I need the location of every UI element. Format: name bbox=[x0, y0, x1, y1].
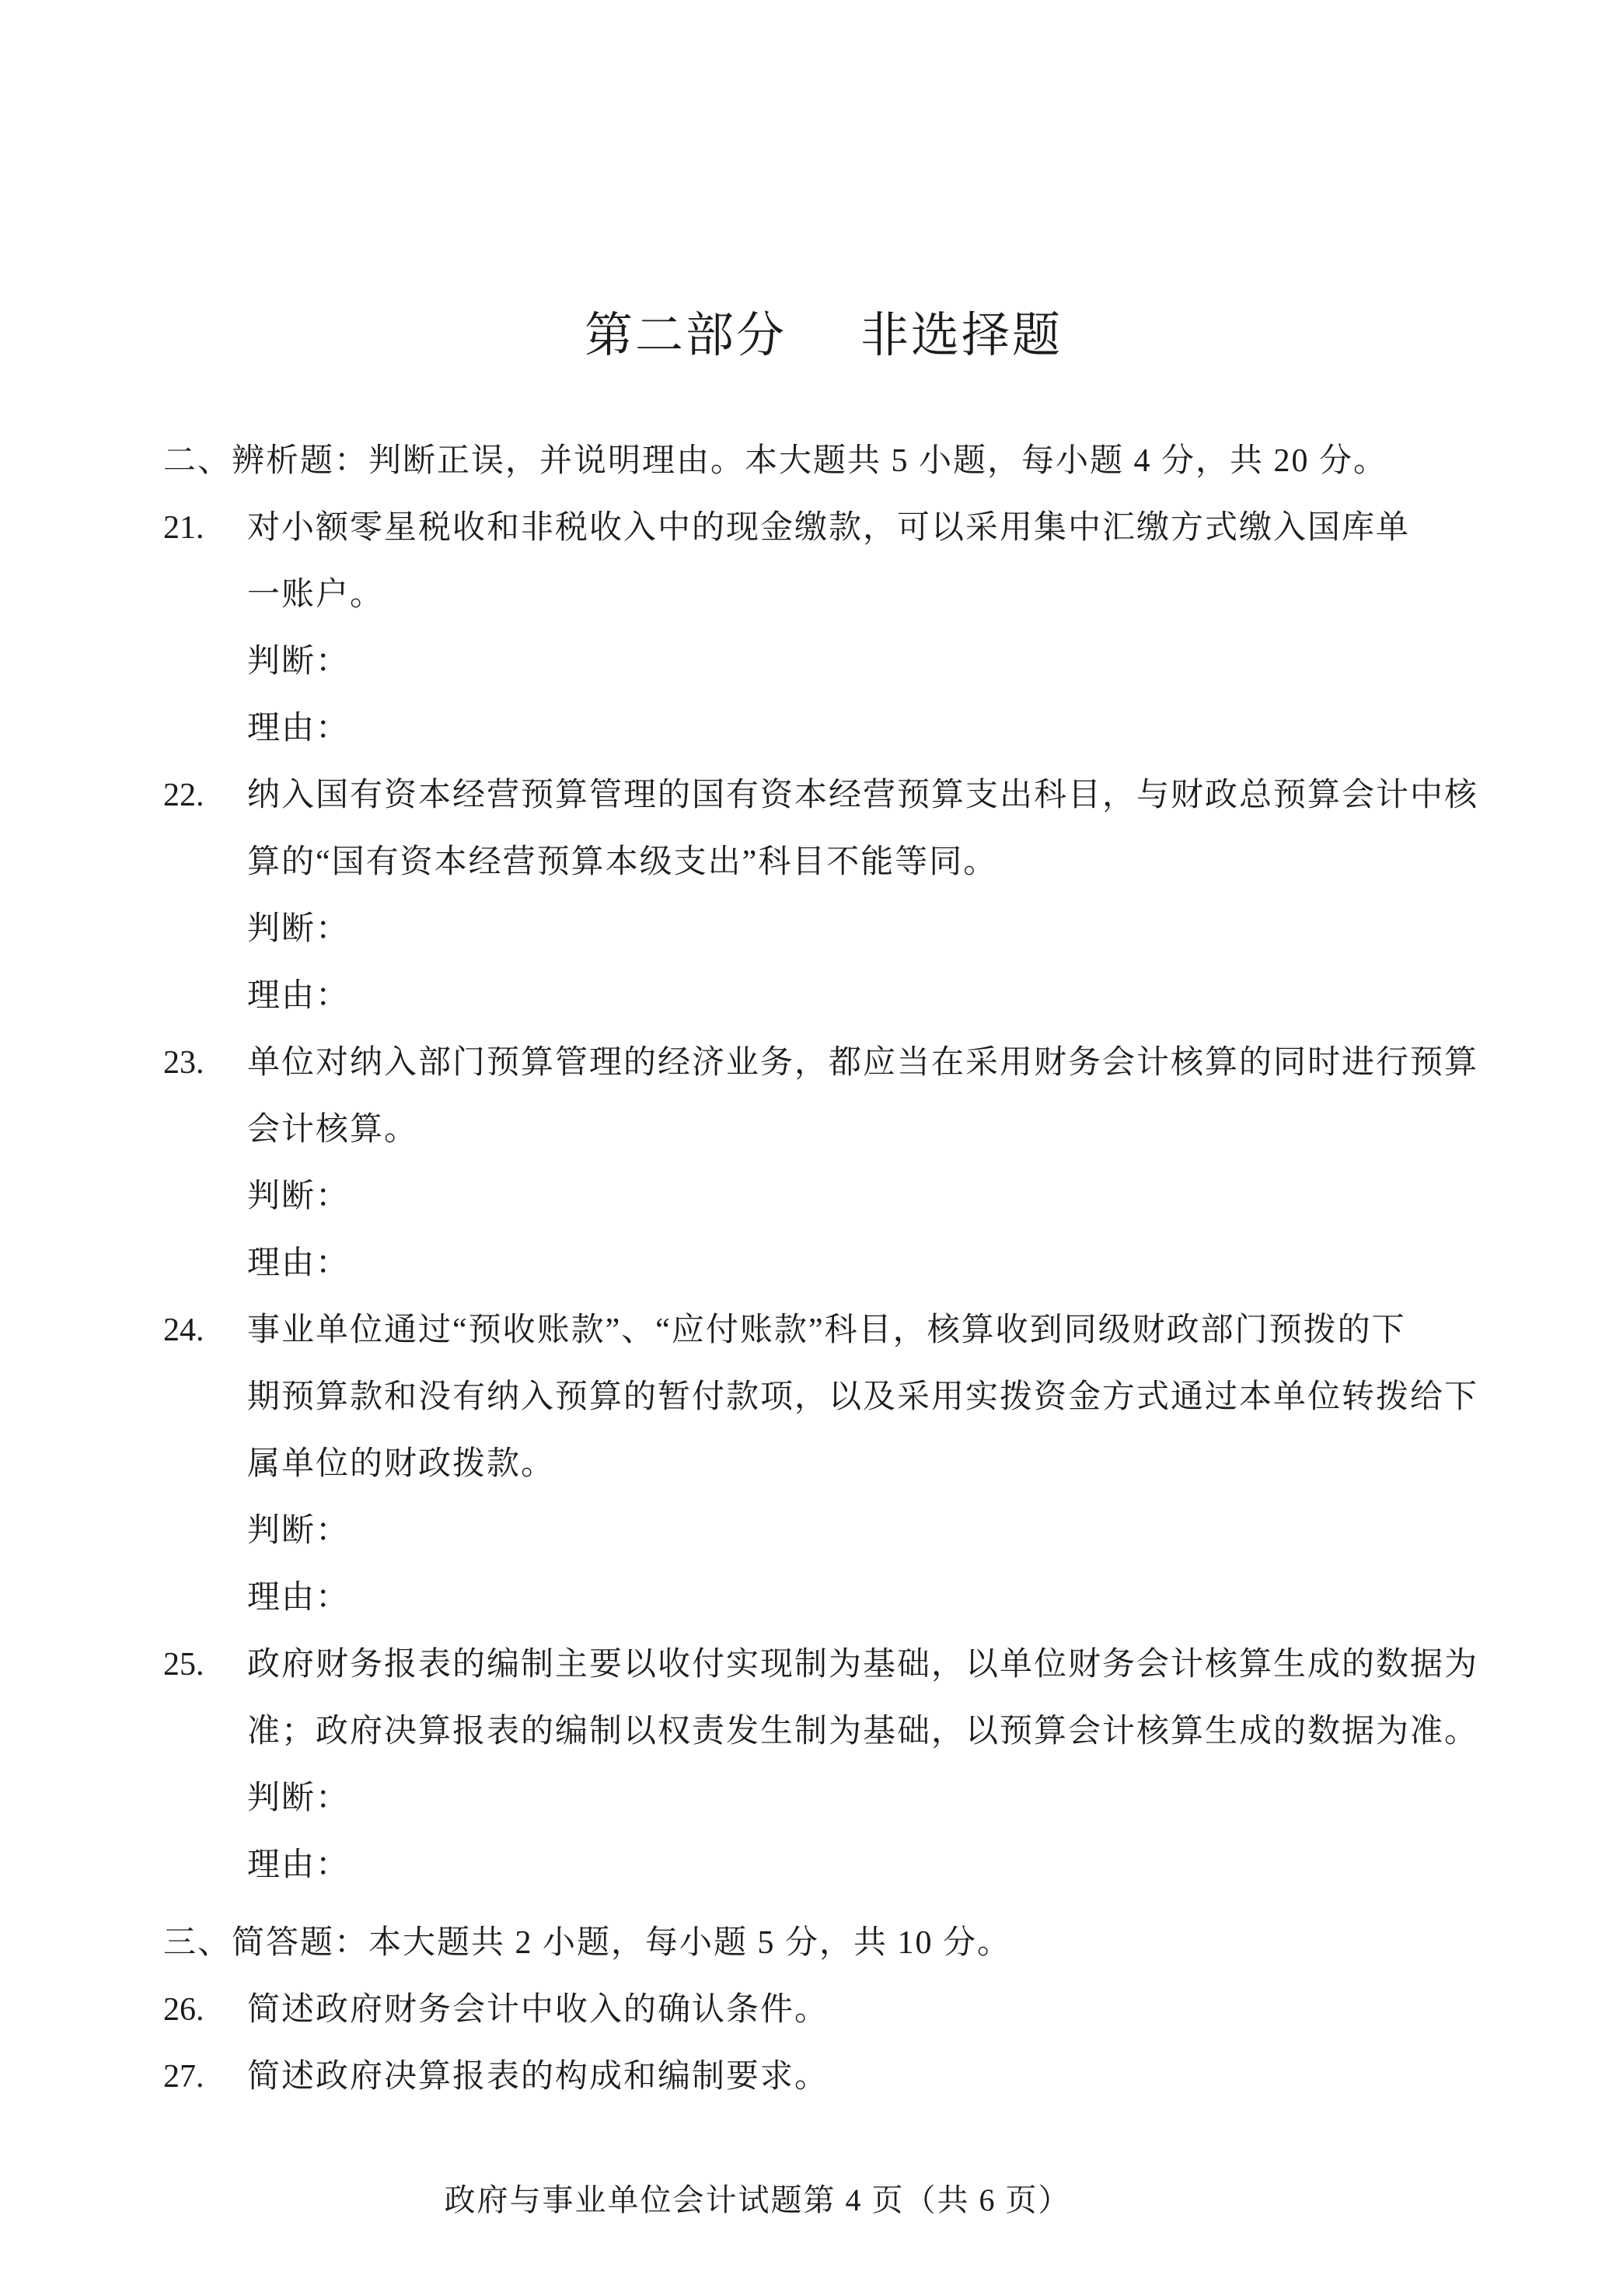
section-2-heading bbox=[163, 428, 1484, 494]
question-22-line-1 bbox=[163, 762, 1484, 829]
question-24-number: 24. bbox=[163, 1312, 204, 1348]
question-24 bbox=[163, 1297, 1484, 1631]
section-3-marker: 三、 bbox=[163, 1925, 232, 1961]
question-24-line-2: 期预算款和没有纳入预算的暂付款项，以及采用实拨资金方式通过本单位转拨给下 bbox=[247, 1379, 1479, 1415]
question-25-judge-label: 判断： bbox=[247, 1781, 351, 1816]
question-24-judge-label: 判断： bbox=[247, 1513, 351, 1549]
question-23-line-1 bbox=[163, 1029, 1484, 1096]
question-25-line-1 bbox=[163, 1631, 1484, 1698]
question-24-line-3: 属单位的财政拨款。 bbox=[247, 1446, 556, 1482]
question-27 bbox=[163, 2043, 1484, 2110]
question-21 bbox=[163, 494, 1484, 762]
question-25 bbox=[163, 1631, 1484, 1899]
question-23-reason-label: 理由： bbox=[247, 1246, 351, 1281]
question-21-text: 对小额零星税收和非税收入中的现金缴款，可以采用集中汇缴方式缴入国库单 bbox=[247, 510, 1411, 546]
section-3-heading-text: 简答题：本大题共 2 小题，每小题 5 分，共 10 分。 bbox=[232, 1925, 1012, 1961]
question-26-number: 26. bbox=[163, 1992, 204, 2028]
question-23-number: 23. bbox=[163, 1045, 204, 1081]
page-footer: 政府与事业单位会计试题第 4 页（共 6 页） bbox=[444, 2182, 1071, 2217]
question-25-reason-label: 理由： bbox=[247, 1847, 351, 1883]
question-26 bbox=[163, 1976, 1484, 2043]
question-22-line-2: 算的“国有资本经营预算本级支出”科目不能等同。 bbox=[247, 844, 998, 880]
page-title-part2: 非选择题 bbox=[860, 309, 1063, 362]
question-22-reason-label: 理由： bbox=[247, 978, 351, 1014]
question-26-text: 简述政府财务会计中收入的确认条件。 bbox=[247, 1992, 829, 2028]
question-22-judge-label: 判断： bbox=[247, 911, 351, 947]
question-23-text: 单位对纳入部门预算管理的经济业务，都应当在采用财务会计核算的同时进行预算 bbox=[247, 1045, 1479, 1081]
question-27-line-1 bbox=[163, 2043, 1484, 2110]
question-27-number: 27. bbox=[163, 2059, 204, 2095]
question-25-text: 政府财务报表的编制主要以收付实现制为基础，以单位财务会计核算生成的数据为 bbox=[247, 1647, 1479, 1683]
question-23-judge-label: 判断： bbox=[247, 1179, 351, 1214]
question-21-reason-label: 理由： bbox=[247, 711, 351, 746]
question-22-text: 纳入国有资本经营预算管理的国有资本经营预算支出科目，与财政总预算会计中核 bbox=[247, 778, 1479, 813]
question-21-line-2: 一账户。 bbox=[247, 577, 385, 613]
question-23-line-2: 会计核算。 bbox=[247, 1112, 419, 1148]
page-title-part1: 第二部分 bbox=[584, 309, 787, 362]
question-27-text: 简述政府决算报表的构成和编制要求。 bbox=[247, 2059, 829, 2095]
section-2-heading-text: 辨析题：判断正误，并说明理由。本大题共 5 小题，每小题 4 分，共 20 分。 bbox=[232, 443, 1388, 479]
question-24-reason-label: 理由： bbox=[247, 1580, 351, 1616]
question-24-text: 事业单位通过“预收账款”、“应付账款”科目，核算收到同级财政部门预拨的下 bbox=[247, 1312, 1406, 1348]
page-title bbox=[163, 308, 1484, 364]
question-21-number: 21. bbox=[163, 510, 204, 546]
question-22 bbox=[163, 762, 1484, 1029]
question-21-line-1 bbox=[163, 494, 1484, 561]
question-24-line-1 bbox=[163, 1297, 1484, 1364]
section-3-heading bbox=[163, 1910, 1484, 1976]
question-26-line-1 bbox=[163, 1976, 1484, 2043]
question-21-judge-label: 判断： bbox=[247, 644, 351, 680]
question-22-number: 22. bbox=[163, 778, 204, 813]
section-2-marker: 二、 bbox=[163, 443, 232, 479]
question-23 bbox=[163, 1029, 1484, 1297]
question-25-line-2: 准；政府决算报表的编制以权责发生制为基础，以预算会计核算生成的数据为准。 bbox=[247, 1714, 1479, 1749]
question-25-number: 25. bbox=[163, 1647, 204, 1683]
